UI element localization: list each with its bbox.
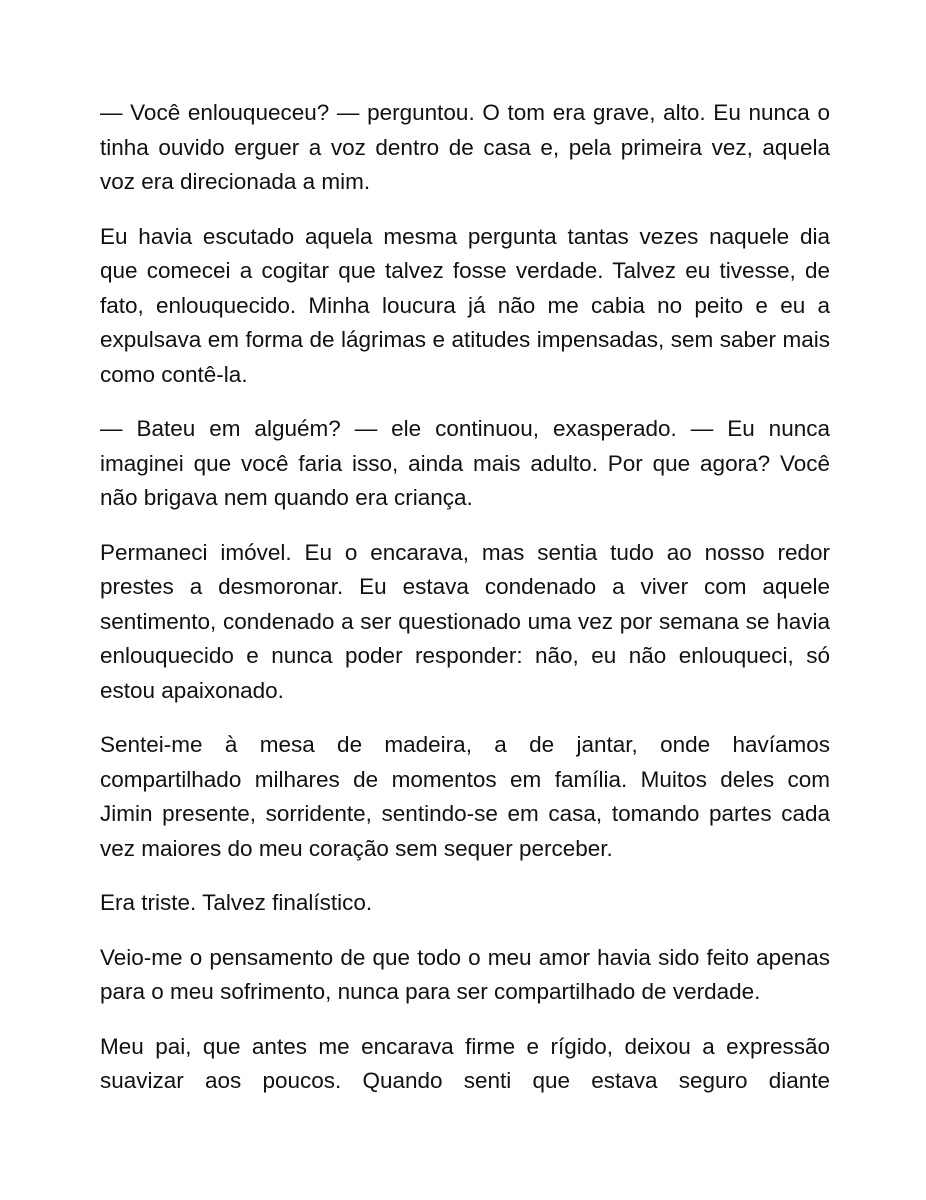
paragraph-2: Eu havia escutado aquela mesma pergunta tantas vezes naquele dia que comecei a cogitar que talvez fosse verdade. Talvez eu tivesse, de fato, enlouquecido. Minha loucura já não me cabia no peito e eu a expulsava em forma de lágrimas e atitudes impensadas, sem saber mais como contê-la.: [100, 223, 830, 387]
paragraph-4: Permaneci imóvel. Eu o encarava, mas sentia tudo ao nosso redor prestes a desmoronar. Eu estava condenado a viver com aquele sentimento, condenado a ser questionado uma vez por semana se havia enlouquecido e nunca poder responder: não, eu não enlouqueci, só estou apaixonado.: [100, 539, 830, 703]
document-page: [100, 96, 830, 1119]
paragraph-3: — Bateu em alguém? — ele continuou, exasperado. — Eu nunca imaginei que você faria isso, ainda mais adulto. Por que agora? Você não brigava nem quando era criança.: [100, 416, 830, 510]
paragraph-5: Sentei-me à mesa de madeira, a de jantar, onde havíamos compartilhado milhares de momentos em família. Muitos deles com Jimin presente, sorridente, sentindo-se em casa, tomando partes cada vez maiores do meu coração sem sequer perceber.: [100, 732, 830, 861]
paragraph-8: Meu pai, que antes me encarava firme e rígido, deixou a expressão suavizar aos poucos. Quando senti que estava seguro diante: [100, 1033, 830, 1093]
paragraph-6: Era triste. Talvez finalístico.: [100, 890, 373, 915]
paragraph-1: — Você enlouqueceu? — perguntou. O tom era grave, alto. Eu nunca o tinha ouvido erguer a voz dentro de casa e, pela primeira vez, aquela voz era direcionada a mim.: [100, 100, 830, 194]
paragraph-7: Veio-me o pensamento de que todo o meu amor havia sido feito apenas para o meu sofrimento, nunca para ser compartilhado de verdade.: [100, 944, 830, 1004]
